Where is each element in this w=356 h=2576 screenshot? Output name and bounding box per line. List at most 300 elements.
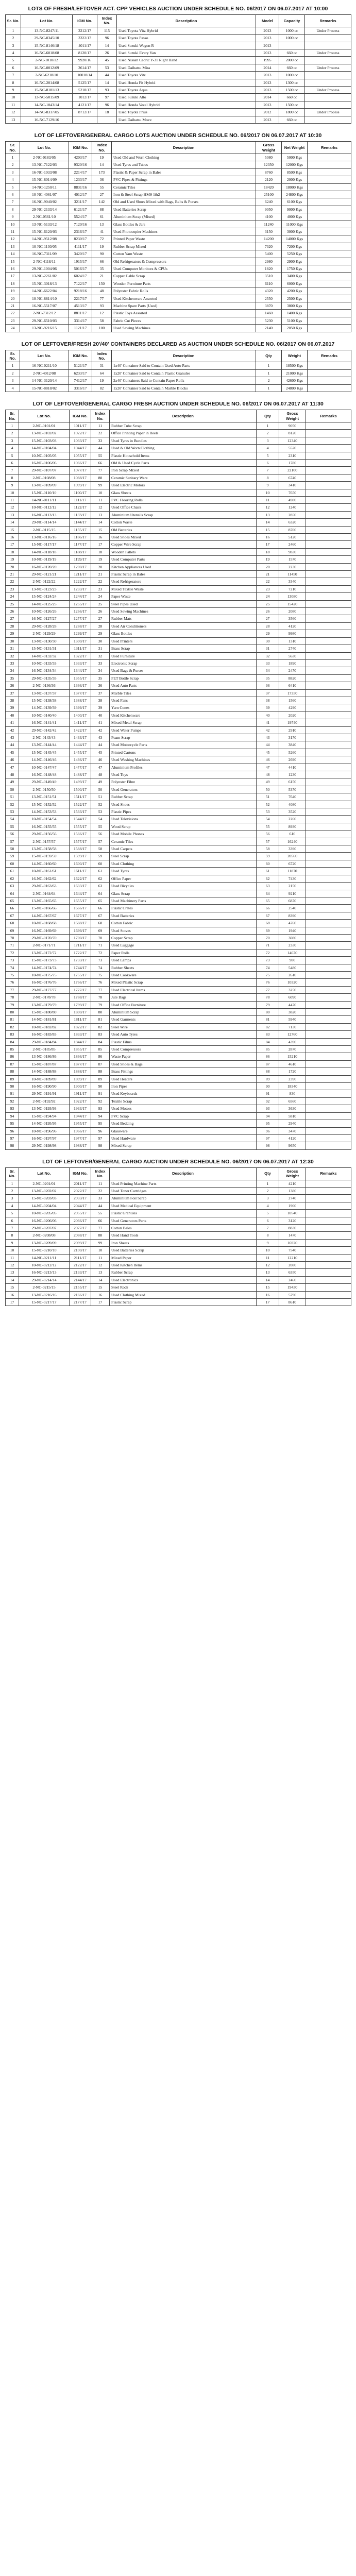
table-cell: 1522/17 (70, 801, 91, 808)
table-cell: 16240 (279, 838, 306, 845)
table-row (6, 1112, 351, 1120)
table-cell: 6740 (279, 474, 306, 481)
table-cell (306, 905, 351, 912)
table-cell: 28 (91, 622, 110, 630)
table-cell (306, 1187, 351, 1194)
table-cell: 86 (257, 1053, 279, 1060)
table-cell (308, 221, 351, 228)
table-cell (306, 1239, 351, 1246)
table-cell: 29 (91, 630, 110, 637)
table-cell (308, 273, 351, 280)
table-cell: 3170 (279, 734, 306, 741)
table-row (6, 265, 351, 273)
table-cell: 3080 (279, 934, 306, 941)
table-cell: 38 (6, 697, 19, 704)
table-cell: Used Sewing Machines (112, 325, 256, 332)
table-cell: 14 (97, 79, 117, 86)
table-row (6, 1090, 351, 1097)
table-cell (306, 1009, 351, 1016)
table-cell: 79 (6, 1001, 19, 1008)
table-cell: 7 (257, 467, 279, 474)
column-header: Sr. No. (6, 142, 20, 154)
table-cell: 63 (6, 883, 19, 890)
table-cell: Used Motorcycle Parts (110, 741, 257, 749)
table-cell: 18 (91, 548, 110, 555)
table-cell: 10 (257, 489, 279, 496)
table-cell: 29-NC-0214/14 (19, 1276, 70, 1283)
table-cell: Rubber Scrap Mixed (112, 243, 256, 250)
table-cell (306, 637, 351, 645)
table-cell (306, 868, 351, 875)
table-cell: 84 (257, 1038, 279, 1045)
table-cell: 6110 (256, 280, 282, 287)
table-cell: Used Suzuki Wagon R (117, 42, 256, 49)
table-cell: 48 (6, 771, 19, 778)
table-cell: Used Toyota Passo (117, 35, 256, 42)
table-cell: 2000 cc (279, 57, 305, 64)
table-cell: 1255/17 (70, 600, 91, 607)
table-cell (306, 459, 351, 466)
table-cell: 14 (6, 519, 19, 526)
column-header: Sr. No. (6, 15, 21, 27)
table-cell: 42 (91, 726, 110, 734)
table-cell (305, 72, 351, 79)
table-cell: 56 (91, 831, 110, 838)
table-cell (306, 883, 351, 890)
table-cell: Under Process (305, 64, 351, 71)
table-cell: Used Carpets (110, 845, 257, 853)
auction-notice-page (5, 0, 351, 1313)
lots-table (5, 350, 351, 392)
table-cell: 8390 (279, 912, 306, 919)
table-cell: 10-NC-0196/96 (19, 1127, 70, 1134)
table-cell: 45 (257, 749, 279, 756)
table-cell: 6410 (279, 682, 306, 689)
table-row (6, 778, 351, 786)
table-cell: 2610 (279, 971, 306, 978)
table-cell: 80 (257, 1009, 279, 1016)
table-cell: Plastic & Paper Scrap in Bales (112, 168, 256, 176)
table-cell: 77 (91, 467, 110, 474)
table-cell: 24 (257, 593, 279, 600)
table-cell: 18500 Kgs (282, 362, 308, 369)
table-cell: Used Fans (110, 697, 257, 704)
table-cell: 1820 (256, 265, 282, 273)
table-row (6, 697, 351, 704)
table-cell: 36 (257, 682, 279, 689)
table-cell: Ceramic Tiles (112, 183, 256, 191)
table-cell (306, 1195, 351, 1202)
table-cell: 70 (257, 934, 279, 941)
table-cell: 14 (6, 250, 20, 258)
column-header: Index No. (92, 142, 112, 154)
table-cell: 2177/17 (70, 1299, 91, 1306)
table-cell: 1744/17 (70, 964, 91, 971)
column-header: IGM No. (69, 142, 92, 154)
table-cell: 82 (257, 1023, 279, 1030)
table-cell: Used Garments (110, 1016, 257, 1023)
table-cell: 19430 (279, 1284, 306, 1291)
table-row (6, 1262, 351, 1269)
table-cell: 11 (91, 1180, 110, 1187)
table-cell: 15 (91, 526, 110, 533)
table-cell: 36 (92, 176, 112, 183)
table-cell: 67 (257, 912, 279, 919)
table-cell: 15-NC-8146/18 (21, 42, 73, 49)
table-cell (306, 548, 351, 555)
table-cell: 29-NC-0184/84 (19, 1038, 70, 1045)
table-row (6, 369, 351, 377)
table-cell: Used Honda Fit Hybrid (117, 79, 256, 86)
table-cell: 6560 (279, 1097, 306, 1105)
table-cell: 1477/17 (70, 764, 91, 771)
table-cell: 29-NC-0114/14 (19, 519, 70, 526)
table-row (6, 1031, 351, 1038)
table-cell: 10-NC-0154/54 (19, 816, 70, 823)
table-cell: Cotton Waste (110, 519, 257, 526)
table-cell: 8760 (256, 168, 282, 176)
table-cell: 14-NC-3120/14 (20, 377, 69, 384)
table-cell: 1188/17 (70, 548, 91, 555)
table-cell: 1944/17 (70, 1112, 91, 1120)
table-cell: 2 (6, 161, 20, 168)
table-cell: Used Daihatsu Mira (117, 64, 256, 71)
table-cell: 4513/17 (69, 302, 92, 310)
table-row (6, 875, 351, 882)
table-row (6, 801, 351, 808)
table-cell: 9050 (256, 206, 282, 213)
table-cell: 54 (91, 816, 110, 823)
table-cell: 82 (92, 384, 112, 392)
table-cell: 29-NC-0156/56 (19, 831, 70, 838)
table-cell: Used Hand Tools (110, 1232, 257, 1239)
table-cell: 1155/17 (70, 526, 91, 533)
table-cell: 15 (91, 1284, 110, 1291)
table-cell: 1722/17 (70, 949, 91, 956)
table-cell: Used Bicycles (110, 883, 257, 890)
table-cell: 9210 (279, 890, 306, 897)
table-cell: 3410 (279, 482, 306, 489)
table-cell: 9 (6, 482, 19, 489)
table-row (6, 474, 351, 481)
column-header: Lot No. (19, 410, 70, 422)
table-row (6, 511, 351, 518)
table-cell: Used Lamps (110, 957, 257, 964)
table-cell: Used Printers (110, 637, 257, 645)
table-cell: Aluminium Foil Scrap (110, 1195, 257, 1202)
table-cell: 13-NC-0172/72 (19, 949, 70, 956)
table-cell: 89 (6, 1075, 19, 1082)
table-cell (306, 682, 351, 689)
table-cell: 40 (257, 711, 279, 719)
table-cell: 1933/17 (70, 1105, 91, 1112)
table-row (6, 64, 351, 71)
table-cell: 14 (97, 42, 117, 49)
table-cell: 11450 (279, 571, 306, 578)
table-cell: 4390 (279, 1038, 306, 1045)
table-cell: 58 (92, 317, 112, 324)
table-row (6, 183, 351, 191)
column-header: Description (112, 142, 256, 154)
table-cell: 15-NC-0110/10 (19, 489, 70, 496)
table-cell: 43 (257, 734, 279, 741)
table-cell: 32 (6, 652, 19, 659)
table-cell (306, 1075, 351, 1082)
table-cell: 5 (6, 183, 20, 191)
table-cell: 19 (257, 556, 279, 563)
table-cell: Glassware (110, 1127, 257, 1134)
table-cell: 5370 (279, 786, 306, 793)
table-cell: 14-NC-0139/39 (19, 704, 70, 711)
table-cell: 173 (92, 168, 112, 176)
table-cell: 2-NC-0136/36 (19, 682, 70, 689)
table-cell: 13-NC-9216/15 (20, 325, 69, 332)
table-cell: 10 (6, 94, 21, 101)
table-cell: 3630 (279, 1105, 306, 1112)
table-cell: 13 (6, 1269, 19, 1276)
table-cell: 1890 (279, 659, 306, 667)
table-cell: Plastic Crates (110, 905, 257, 912)
table-row (6, 116, 351, 123)
table-cell: 1470 (279, 1232, 306, 1239)
table-cell: 10-NC-0168/68 (19, 920, 70, 927)
table-cell: 13-NC-5015/09 (21, 94, 73, 101)
table-cell: 15 (257, 526, 279, 533)
table-cell: 1377/17 (70, 689, 91, 697)
column-header: Description (110, 410, 257, 422)
table-row (6, 1097, 351, 1105)
table-cell: 12 (6, 504, 19, 511)
table-row (6, 831, 351, 838)
table-cell: 1399/17 (70, 704, 91, 711)
table-row (6, 637, 351, 645)
table-cell (306, 711, 351, 719)
section-title: LOT OF LEFTOVER/GENERAL CARGO AUCTION UNDER SCHEDULE NO. 06/2017 ON 06.07.2017 AT 12:30 (42, 1158, 314, 1165)
table-cell: 2690 (279, 756, 306, 764)
table-cell: 51 (6, 793, 19, 801)
table-cell (306, 563, 351, 570)
table-cell: Steel Rods (110, 1284, 257, 1291)
table-cell (306, 571, 351, 578)
table-cell: 8120/17 (73, 49, 97, 57)
table-cell: 9830 (279, 548, 306, 555)
table-cell: 10-NC-0205/05 (19, 1210, 70, 1217)
table-cell: 72 (257, 949, 279, 956)
table-cell: 21 (6, 302, 20, 310)
table-cell: 58 (91, 845, 110, 853)
table-cell: 49 (91, 778, 110, 786)
table-cell: 7122/17 (69, 280, 92, 287)
table-cell: 13 (92, 221, 112, 228)
table-row (6, 243, 351, 250)
table-cell: 97 (6, 1134, 19, 1142)
table-cell (306, 1001, 351, 1008)
table-cell: 43 (6, 734, 19, 741)
table-cell: 90 (257, 1083, 279, 1090)
table-cell: Plastic Pipes (110, 808, 257, 816)
table-cell: 41 (91, 719, 110, 726)
table-cell: 14670 (279, 949, 306, 956)
table-cell: Iron Sheets (110, 1239, 257, 1246)
table-cell: 35 (6, 674, 19, 682)
table-cell (306, 1180, 351, 1187)
column-header: Model (256, 15, 279, 27)
table-row (6, 934, 351, 941)
table-cell: 6150 (279, 778, 306, 786)
table-cell: Used Tyres in Bundles (110, 437, 257, 444)
table-row (6, 860, 351, 867)
table-row (6, 920, 351, 927)
table-cell: 16-NC-0155/55 (19, 823, 70, 830)
column-header: Sr. No. (6, 350, 20, 362)
table-cell: 15-NC-0166/66 (19, 905, 70, 912)
table-row (6, 250, 351, 258)
table-cell: 29-NC-0135/35 (19, 674, 70, 682)
table-cell: 79 (91, 1001, 110, 1008)
table-cell: 45 (91, 749, 110, 756)
table-cell (308, 258, 351, 265)
table-cell: 15-NC-0194/94 (19, 1112, 70, 1120)
table-cell: Plastic Granules (110, 1210, 257, 1217)
table-cell: 2013 (256, 87, 279, 94)
column-header: Sr. No. (6, 410, 19, 422)
table-cell: 54 (6, 816, 19, 823)
table-cell: 1422/17 (70, 726, 91, 734)
table-cell: 2-NC-0192/92 (19, 1097, 70, 1105)
table-cell: 100 (92, 325, 112, 332)
table-cell: 95 (91, 1120, 110, 1127)
table-cell: Used Machinery Parts (110, 897, 257, 904)
table-cell: 44 (91, 1202, 110, 1209)
table-cell: 2080 (279, 608, 306, 615)
table-cell: 14200 (256, 235, 282, 243)
table-cell (306, 704, 351, 711)
table-cell: 2-NC-0164/64 (19, 890, 70, 897)
table-header-row (6, 15, 351, 27)
table-cell: 1299/17 (70, 630, 91, 637)
table-cell (306, 986, 351, 993)
table-cell: 1 (256, 369, 282, 377)
table-cell (306, 511, 351, 518)
table-cell: 64 (257, 890, 279, 897)
table-cell: Used Medical Equipment (110, 1202, 257, 1209)
table-cell: 4100 (256, 213, 282, 221)
table-cell: 3390 (279, 845, 306, 853)
table-cell: 1411/17 (70, 719, 91, 726)
table-cell: 2-NC-0101/01 (19, 422, 70, 429)
table-cell: Plastic Toys Assorted (112, 310, 256, 317)
table-cell: Office Paper (110, 875, 257, 882)
table-cell: Used Auto Tyres (110, 1031, 257, 1038)
section-spacer (5, 332, 351, 340)
table-cell: 37 (6, 689, 19, 697)
table-cell: 1888/17 (70, 1068, 91, 1075)
table-row (6, 258, 351, 265)
table-cell: 62 (6, 875, 19, 882)
table-cell: 23 (257, 585, 279, 592)
table-cell: 76 (91, 979, 110, 986)
table-cell: 5 (257, 452, 279, 459)
table-cell: 1700/17 (70, 934, 91, 941)
table-row (6, 645, 351, 652)
table-cell: 1344/17 (70, 667, 91, 674)
table-cell: 10-NC-0105/05 (19, 452, 70, 459)
table-cell: 53 (6, 808, 19, 816)
table-cell: Textile Scrap (110, 1097, 257, 1105)
table-cell: 74 (257, 964, 279, 971)
table-cell: 1688/17 (70, 920, 91, 927)
table-cell: 16 (6, 534, 19, 541)
table-cell: 14-NC-0195/95 (19, 1120, 70, 1127)
table-cell: 2099/17 (70, 1239, 91, 1246)
table-cell: 17 (257, 541, 279, 548)
table-cell: 94 (6, 1112, 19, 1120)
table-cell: 2-NC-0201/01 (19, 1180, 70, 1187)
table-cell: Copper Wire Scrap (110, 541, 257, 548)
table-cell: 4203/17 (69, 154, 92, 161)
table-cell: 7 (257, 1224, 279, 1231)
table-cell: 3 (6, 437, 19, 444)
lots-table (5, 1167, 351, 1307)
table-cell (306, 667, 351, 674)
table-cell: 10540 (279, 1210, 306, 1217)
table-cell: 2-NC-6218/10 (21, 72, 73, 79)
table-cell: 1995 (256, 57, 279, 64)
table-cell: 38 (257, 697, 279, 704)
table-cell (308, 183, 351, 191)
table-cell: Brass Scrap (110, 645, 257, 652)
table-cell: Electronic Scrap (110, 659, 257, 667)
table-cell: 86 (91, 1053, 110, 1060)
table-cell: Wood Scrap (110, 823, 257, 830)
table-cell: 88 (6, 1068, 19, 1075)
table-cell: 1000 cc (279, 35, 305, 42)
table-cell: 89 (91, 1075, 110, 1082)
table-cell: 28 (6, 622, 19, 630)
table-cell: 64 (91, 890, 110, 897)
table-cell: Rubber Tube Scrap (110, 422, 257, 429)
table-cell: 8 (6, 474, 19, 481)
table-cell: 86 (6, 1053, 19, 1060)
table-cell: Used Kitchenware Assorted (112, 295, 256, 302)
table-cell: 1966/17 (70, 1127, 91, 1134)
table-cell: 2120 (256, 176, 282, 183)
table-cell: 1055/17 (70, 452, 91, 459)
table-cell: 9 (6, 213, 20, 221)
table-cell: 47 (6, 764, 19, 771)
table-cell: 2850 (279, 511, 306, 518)
table-cell: Used Toyota Vitz Hybrid (117, 27, 256, 34)
table-cell (306, 1247, 351, 1254)
table-cell: 13 (91, 1269, 110, 1276)
table-cell: 19 (92, 243, 112, 250)
table-cell (306, 1284, 351, 1291)
table-cell (308, 198, 351, 206)
table-cell: 16 (257, 1291, 279, 1298)
table-cell: 12350 (256, 161, 282, 168)
table-cell: 15-NC-3018/13 (20, 280, 69, 287)
table-cell: 41 (257, 719, 279, 726)
table-cell (306, 1031, 351, 1038)
table-cell (306, 771, 351, 778)
table-row (6, 198, 351, 206)
table-cell: 1460 (256, 310, 282, 317)
table-cell: 20 (6, 563, 19, 570)
table-cell: 1940 (279, 927, 306, 934)
table-cell: Used Electronics (110, 1276, 257, 1283)
table-cell: Used Generators (110, 786, 257, 793)
table-cell: 3120 (279, 1217, 306, 1224)
